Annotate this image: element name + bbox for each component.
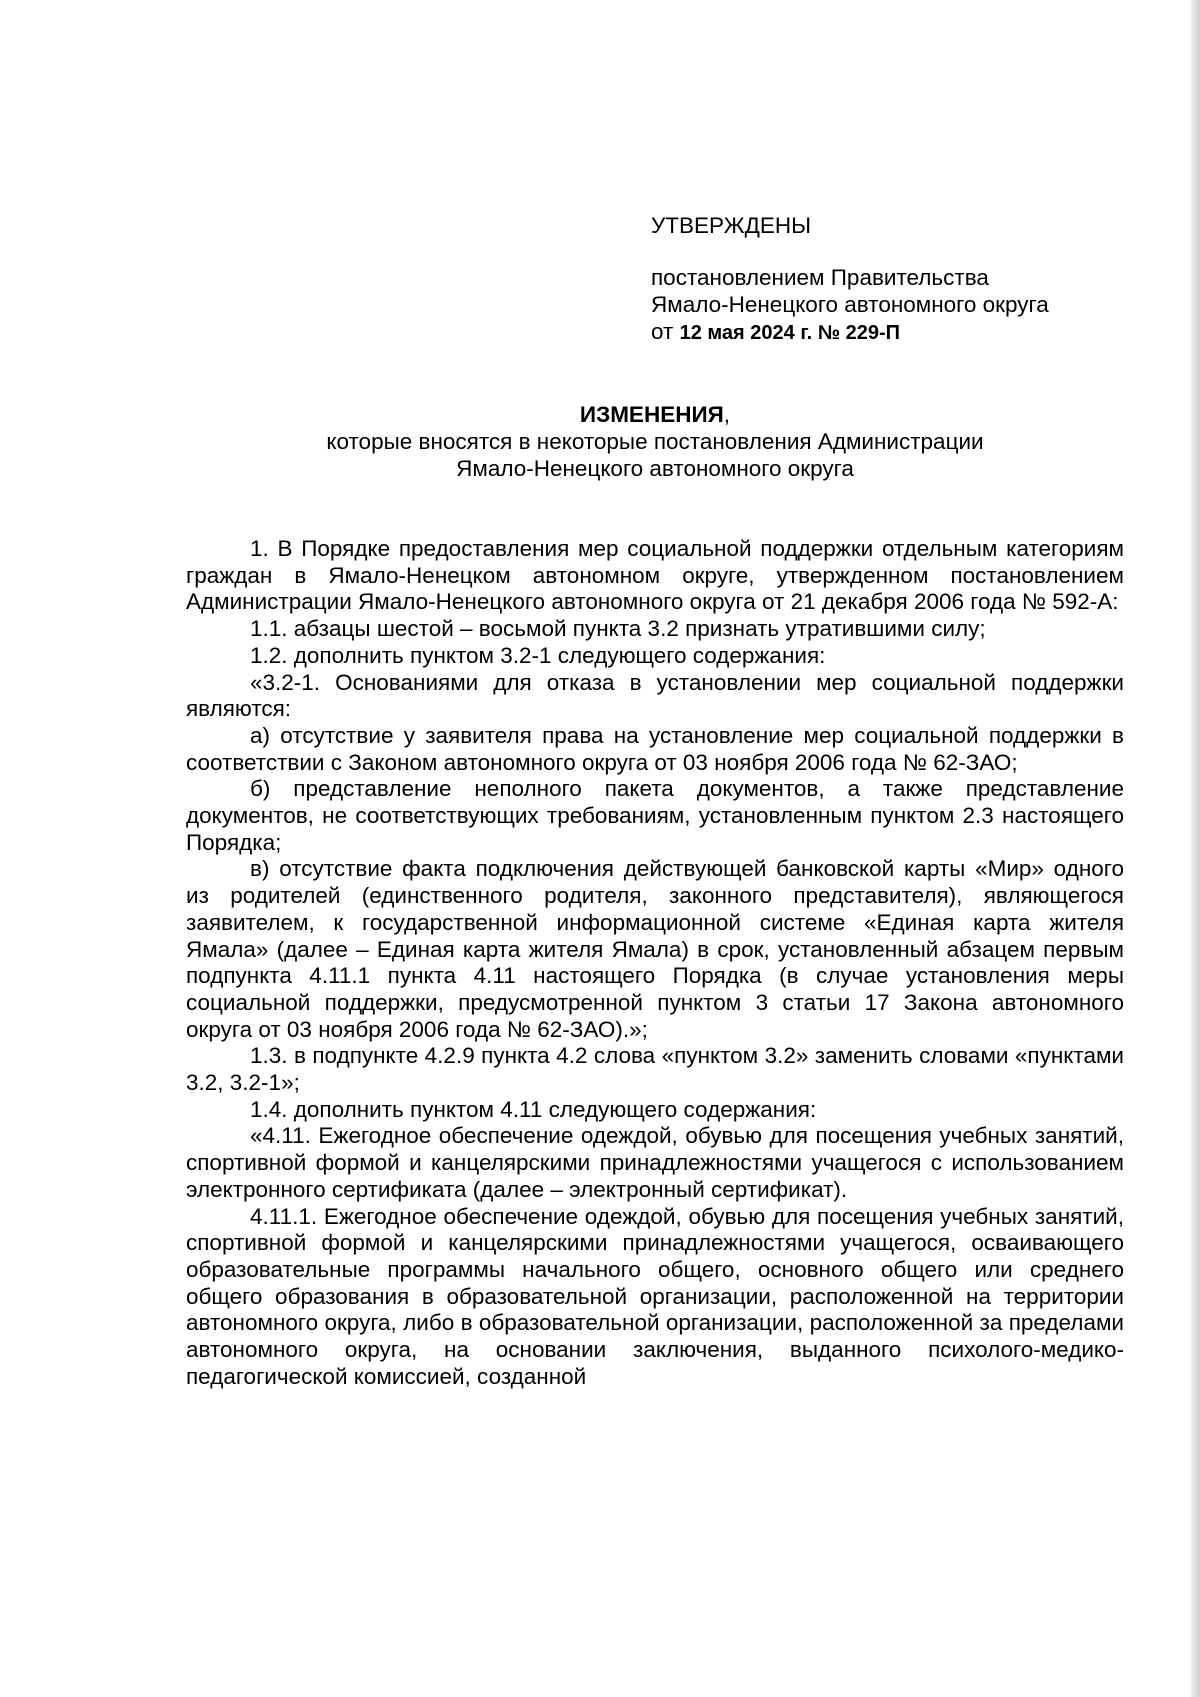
decree-number: 12 мая 2024 г. № 229-П <box>679 322 901 344</box>
paragraph-item-v: в) отсутствие факта подключения действующей банковской карты «Мир» одного из родителей (единственного родителя, законного представителя), являющегося заявителем, к государственной информационной системе «Единая карта жителя Ямала» (далее – Единая карта жителя Ямала) в срок, установленный абзацем первым подпункта 4.11.1 пункта 4.11 настоящего Порядка (в случае установления меры социальной поддержки, предусмотренной пунктом 3 статьи 17 Закона автономного округа от 03 ноября 2006 года № 62-ЗАО).»; <box>186 856 1124 1042</box>
approval-date-prefix: от <box>651 319 674 344</box>
paragraph-1-2: 1.2. дополнить пунктом 3.2-1 следующего содержания: <box>250 642 826 668</box>
heading-title: ИЗМЕНЕНИЯ <box>579 402 724 427</box>
paragraph-1-1: 1.1. абзацы шестой – восьмой пункта 3.2 признать утратившими силу; <box>250 616 986 642</box>
heading-subtitle-1: которые вносятся в некоторые постановления Администрации <box>326 429 984 454</box>
paragraph-1-4: 1.4. дополнить пунктом 4.11 следующего содержания: <box>250 1096 817 1122</box>
heading-title-line <box>186 401 1124 428</box>
approval-line-2: Ямало-Ненецкого автономного округа <box>651 292 1049 317</box>
paragraph-item-a: а) отсутствие у заявителя права на установление мер социальной поддержки в соответствии с Законом автономного округа от 03 ноября 2006 года № 62-ЗАО; <box>186 722 1124 775</box>
paragraph-3-2-1: «3.2-1. Основаниями для отказа в установлении мер социальной поддержки являются: <box>186 669 1124 722</box>
paragraph-1-3: 1.3. в подпункте 4.2.9 пункта 4.2 слова «пунктом 3.2» заменить словами «пунктами 3.2, 3.2-1»; <box>186 1043 1124 1096</box>
heading-subtitle-2: Ямало-Ненецкого автономного округа <box>456 456 854 481</box>
heading-title-suffix: , <box>723 402 731 427</box>
approval-date-line <box>651 318 1111 347</box>
approval-line-1: постановлением Правительства <box>651 265 989 290</box>
approval-block <box>651 212 1111 347</box>
approval-stamp: УТВЕРЖДЕНЫ <box>651 213 811 238</box>
paragraph-item-b: б) представление неполного пакета документов, а также представление документов, не соответствующих требованиям, установленным пунктом 2.3 настоящего Порядка; <box>186 776 1124 855</box>
paragraph-4-11: «4.11. Ежегодное обеспечение одеждой, обувью для посещения учебных занятий, спортивной формой и канцелярскими принадлежностями учащегося с использованием электронного сертификата (далее – электронный сертификат). <box>186 1123 1124 1202</box>
document-heading <box>186 401 1124 482</box>
scan-edge-shadow <box>1191 0 1200 1697</box>
document-body <box>186 536 1124 1391</box>
paragraph-1: 1. В Порядке предоставления мер социальной поддержки отдельным категориям граждан в Ямало-Ненецком автономном округе, утвержденном постановлением Администрации Ямало-Ненецкого автономного округа от 21 декабря 2006 года № 592-А: <box>186 536 1124 615</box>
paragraph-4-11-1: 4.11.1. Ежегодное обеспечение одеждой, обувью для посещения учебных занятий, спортивной формой и канцелярскими принадлежностями учащегося, осваивающего образовательные программы начального общего, основного общего или среднего общего образования в образовательной организации, расположенной на территории автономного округа, либо в образовательной организации, расположенной за пределами автономного округа, на основании заключения, выданного психолого-медико-педагогической комиссией, созданной <box>186 1203 1124 1389</box>
